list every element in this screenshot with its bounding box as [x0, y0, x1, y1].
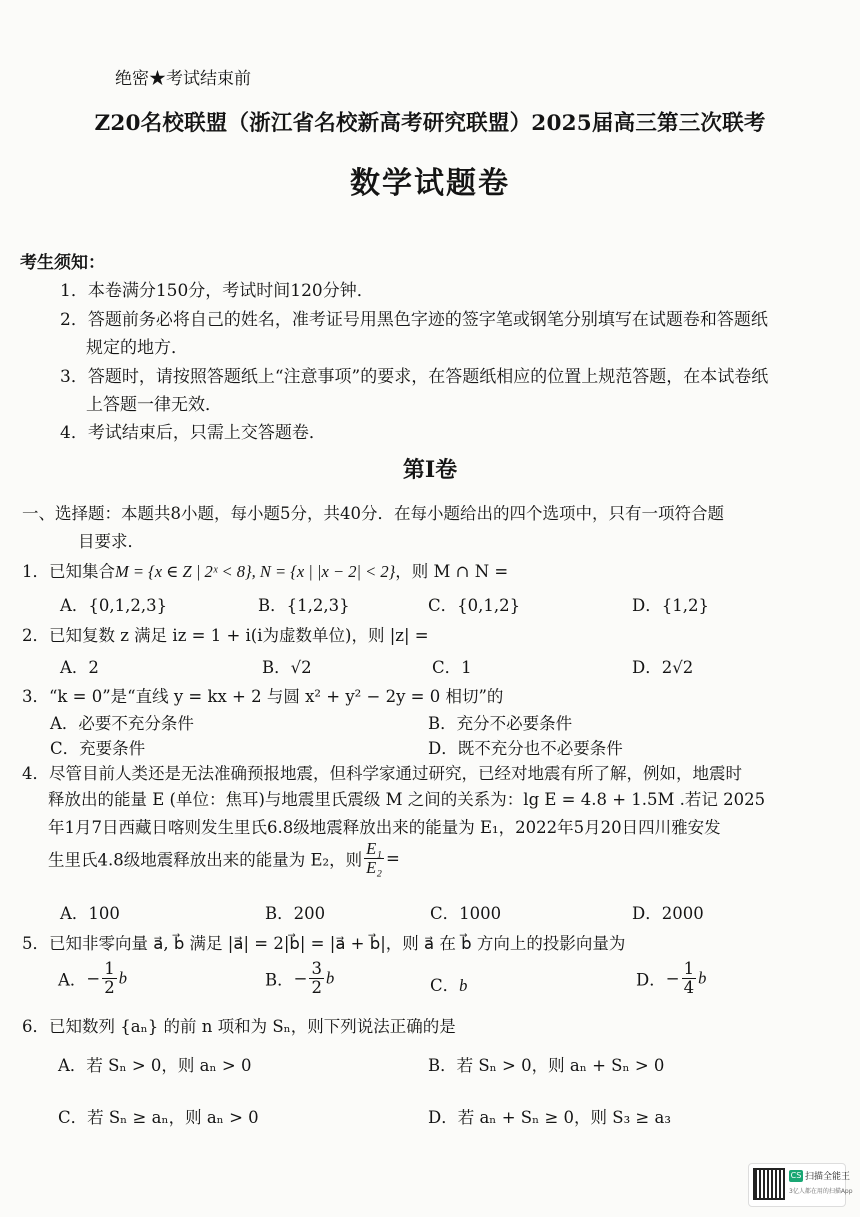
q1-option-d: D．{1,2} [632, 596, 709, 615]
q5-a-var: b⃗ [118, 968, 140, 988]
q5-b-frac [309, 960, 324, 997]
question-2-stem: 2．已知复数 z 满足 iz = 1 + i(i为虚数单位)，则 |z| = [22, 626, 429, 645]
q5-b-sign: − [293, 969, 308, 989]
question-6-stem: 6．已知数列 {aₙ} 的前 n 项和为 Sₙ，则下列说法正确的是 [22, 1017, 456, 1036]
notice-item: 规定的地方． [86, 338, 188, 358]
notice-item: 3．答题时，请按照答题纸上“注意事项”的要求，在答题纸相应的位置上规范答题，在本试卷纸 [60, 367, 769, 387]
subject-title: 数学试题卷 [350, 166, 510, 201]
q4-fraction [364, 840, 384, 877]
q5-b-den: 2 [311, 978, 322, 998]
question-4-line4 [48, 840, 400, 877]
q3-option-b: B．充分不必要条件 [428, 714, 573, 733]
q5-d-frac [682, 960, 697, 997]
q5-b-label: B． [265, 970, 294, 990]
q5-d-num: 1 [683, 959, 695, 978]
q2-option-b: B．√2 [262, 658, 312, 677]
qr-code-icon [753, 1168, 785, 1200]
q6-option-b: B．若 Sₙ > 0，则 aₙ + Sₙ > 0 [428, 1056, 665, 1075]
q4-option-a: A．100 [60, 904, 120, 923]
q5-a-den: 2 [104, 978, 115, 998]
q4-frac-num: E₁ [366, 839, 382, 858]
q5-option-b [265, 960, 347, 997]
q5-a-num: 1 [104, 959, 115, 978]
q1-option-c: C．{0,1,2} [428, 596, 521, 615]
q3-option-c: C．充要条件 [50, 739, 146, 758]
q5-b-num: 3 [311, 959, 322, 978]
q5-a-frac [102, 960, 117, 997]
question-4-line: 年1月7日西藏日喀则发生里氏6.8级地震释放出来的能量为 E₁，2022年5月20日四川雅安发 [48, 818, 721, 837]
q4-line4-text: 生里氏4.8级地震释放出来的能量为 E₂，则 [48, 850, 363, 870]
q3-option-a: A．必要不充分条件 [50, 714, 194, 733]
notice-heading: 考生须知： [20, 253, 105, 273]
q3-option-d: D．既不充分也不必要条件 [428, 739, 623, 758]
q1-stem-text: 1．已知集合 [22, 562, 115, 581]
watermark-brand: 扫描全能王 [805, 1172, 851, 1182]
notice-item: 2．答题前务必将自己的姓名，准考证号用黑色字迹的签字笔或钢笔分别填写在试题卷和答题纸 [60, 310, 768, 330]
q5-d-label: D． [636, 970, 666, 990]
question-3-stem: 3．“k = 0”是“直线 y = kx + 2 与圆 x² + y² − 2y = 0 相切”的 [22, 687, 504, 706]
q5-d-sign: − [665, 969, 680, 989]
q6-option-a: A．若 Sₙ > 0，则 aₙ > 0 [58, 1056, 252, 1075]
q1-option-a: A．{0,1,2,3} [60, 596, 168, 615]
camscanner-logo-icon: CS [790, 1171, 802, 1180]
q5-a-label: A． [58, 970, 87, 990]
notice-item: 4．考试结束后，只需上交答题卷． [60, 423, 326, 443]
q4-option-c: C．1000 [430, 904, 502, 923]
q5-c-var: b⃗ [459, 976, 481, 995]
question-4-line: 4．尽管目前人类还是无法准确预报地震，但科学家通过研究，已经对地震有所了解，例如，地震时 [22, 764, 742, 783]
exam-title: Z20名校联盟（浙江省名校新高考研究联盟）2025届高三第三次联考 [94, 111, 766, 136]
watermark-sub: 3亿人都在用的扫描App [789, 1188, 853, 1195]
q4-tail: = [385, 849, 400, 869]
scanner-watermark [748, 1163, 853, 1207]
q2-option-d: D．2√2 [632, 658, 694, 677]
notice-item: 1．本卷满分150分，考试时间120分钟． [60, 281, 374, 301]
section-intro: 一、选择题：本题共8小题，每小题5分，共40分．在每小题给出的四个选项中，只有一项符合题 [22, 504, 724, 523]
q2-option-c: C．1 [432, 658, 472, 677]
q1-sets: M = {x ∈ Z | 2ˣ < 8}, N = {x | |x − 2| < 2} [115, 562, 396, 581]
confidential-label: 绝密★考试结束前 [115, 69, 251, 89]
question-5-stem: 5．已知非零向量 a⃗, b⃗ 满足 |a⃗| = 2|b⃗| = |a⃗ + b⃗|，则 a⃗ 在 b⃗ 方向上的投影向量为 [22, 934, 626, 953]
q6-option-c: C．若 Sₙ ≥ aₙ，则 aₙ > 0 [58, 1108, 259, 1127]
q5-d-den: 4 [683, 978, 695, 998]
q5-b-var: b⃗ [325, 968, 348, 988]
q4-option-d: D．2000 [632, 904, 704, 923]
q4-option-b: B．200 [265, 904, 326, 923]
q6-option-d: D．若 aₙ + Sₙ ≥ 0，则 S₃ ≥ a₃ [428, 1108, 671, 1127]
notice-item: 上答题一律无效． [86, 395, 222, 415]
section-intro: 目要求． [78, 532, 144, 551]
q4-frac-den: E₂ [366, 858, 382, 878]
q5-a-sign: − [86, 969, 101, 989]
section-title: 第Ⅰ卷 [402, 457, 458, 483]
q2-option-a: A．2 [60, 658, 99, 677]
q5-option-d [636, 960, 719, 997]
q1-option-b: B．{1,2,3} [258, 596, 350, 615]
q5-option-a [58, 960, 140, 997]
q5-c-label: C． [430, 976, 460, 995]
q5-option-c [430, 972, 480, 996]
question-1-stem [22, 558, 508, 582]
q1-tail: ，则 M ∩ N = [395, 562, 509, 581]
q5-d-var: b⃗ [698, 968, 720, 988]
question-4-line: 释放出的能量 E (单位：焦耳)与地震里氏震级 M 之间的关系为：lg E = 4.8 + 1.5M .若记 2025 [48, 790, 766, 809]
